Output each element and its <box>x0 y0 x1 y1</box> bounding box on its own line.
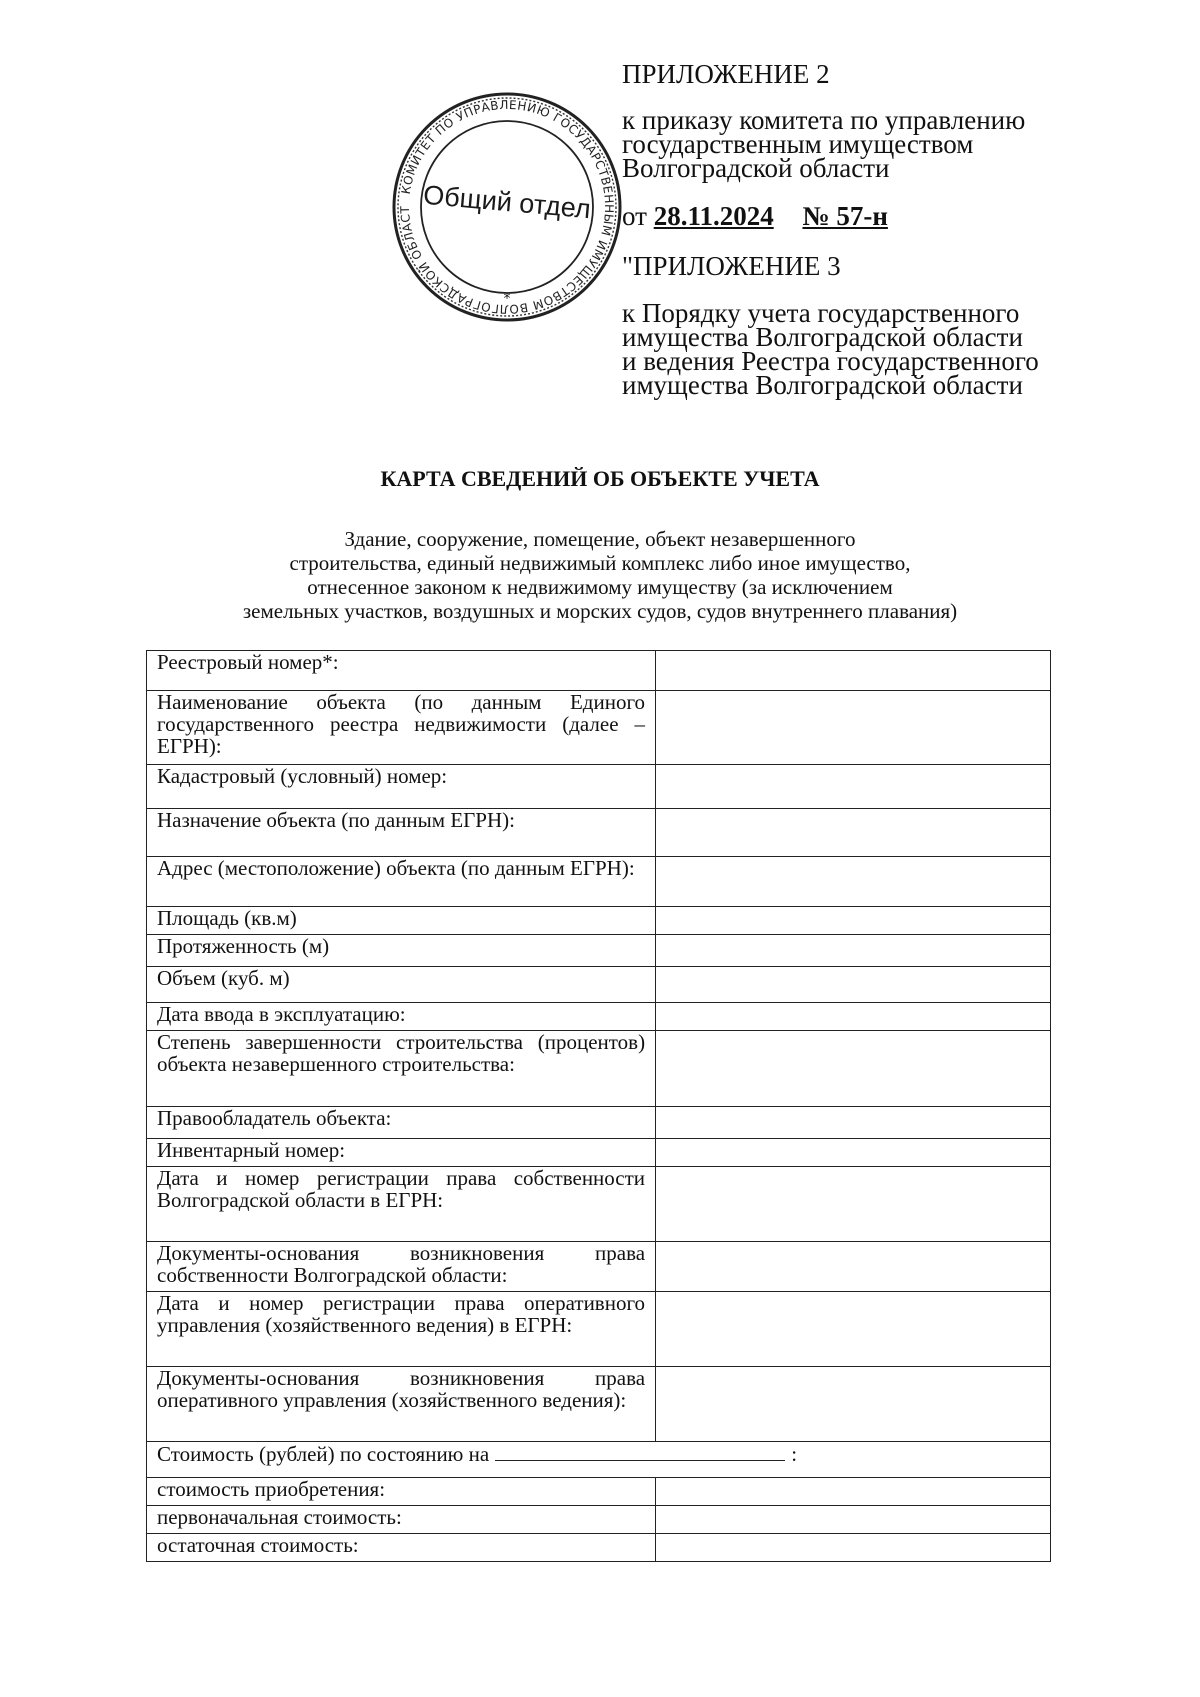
table-row <box>147 1167 1051 1242</box>
field-label: Реестровый номер*: <box>147 651 656 691</box>
table-row <box>147 1292 1051 1367</box>
cost-label: остаточная стоимость: <box>147 1534 656 1562</box>
table-row <box>147 1003 1051 1031</box>
subtitle-line: отнесенное законом к недвижимому имуществу (за исключением <box>307 575 893 599</box>
field-value-cell[interactable] <box>656 1003 1051 1031</box>
subtitle-line: земельных участков, воздушных и морских судов, судов внутреннего плавания) <box>242 599 958 623</box>
field-label: Кадастровый (условный) номер: <box>147 765 656 809</box>
stamp-label: Общий отдел <box>422 179 592 225</box>
field-label: Инвентарный номер: <box>147 1139 656 1167</box>
field-value-cell[interactable] <box>656 809 1051 857</box>
document-title: КАРТА СВЕДЕНИЙ ОБ ОБЪЕКТЕ УЧЕТА <box>380 466 820 491</box>
appendix-2-title: ПРИЛОЖЕНИЕ 2 <box>622 59 830 89</box>
field-label: Протяженность (м) <box>147 935 656 967</box>
field-label: Документы-основания возникновения права собственности Волгоградской области: <box>147 1242 656 1292</box>
cost-header-cell <box>147 1442 1051 1478</box>
field-label: Объем (куб. м) <box>147 967 656 1003</box>
field-label: Правообладатель объекта: <box>147 1107 656 1139</box>
cost-value-cell[interactable] <box>656 1506 1051 1534</box>
cost-value-cell[interactable] <box>656 1534 1051 1562</box>
table-row <box>147 651 1051 691</box>
table-row <box>147 1031 1051 1107</box>
date-prefix: от <box>622 201 647 231</box>
field-value-cell[interactable] <box>656 691 1051 765</box>
order-line: к приказу комитета по управлению <box>622 105 1026 135</box>
field-value-cell[interactable] <box>656 1367 1051 1442</box>
order-number: № 57-н <box>802 201 888 231</box>
cost-value-cell[interactable] <box>656 1478 1051 1506</box>
table-row <box>147 907 1051 935</box>
field-label: Площадь (кв.м) <box>147 907 656 935</box>
field-value-cell[interactable] <box>656 1031 1051 1107</box>
field-label: Адрес (местоположение) объекта (по данным ЕГРН): <box>147 857 656 907</box>
table-row <box>147 809 1051 857</box>
round-stamp <box>391 91 623 323</box>
table-row <box>147 765 1051 809</box>
field-label: Документы-основания возникновения права оперативного управления (хозяйственного ведения): <box>147 1367 656 1442</box>
field-value-cell[interactable] <box>656 765 1051 809</box>
field-value-cell[interactable] <box>656 651 1051 691</box>
svg-text:КОМИТЕТ ПО УПРАВЛЕНИЮ ГОСУДАРС: КОМИТЕТ ПО УПРАВЛЕНИЮ ГОСУДАРСТВЕННЫМ ИМУЩЕСТВОМ ВОЛГОГРАДСКОЙ ОБЛАСТ <box>397 97 617 317</box>
field-value-cell[interactable] <box>656 1242 1051 1292</box>
field-label: Степень завершенности строительства (процентов) объекта незавершенного строительства: <box>147 1031 656 1107</box>
table-row <box>147 1367 1051 1442</box>
table-row <box>147 1107 1051 1139</box>
field-label: Дата и номер регистрации права оперативного управления (хозяйственного ведения) в ЕГРН: <box>147 1292 656 1367</box>
document-subtitle <box>150 527 1050 623</box>
cost-row <box>147 1534 1051 1562</box>
record-card-table <box>146 650 1051 1562</box>
procedure-reference <box>622 298 1092 400</box>
table-row <box>147 691 1051 765</box>
cost-row <box>147 1478 1051 1506</box>
field-label: Назначение объекта (по данным ЕГРН): <box>147 809 656 857</box>
header-block <box>622 59 1092 400</box>
table-row <box>147 1139 1051 1167</box>
procedure-line: имущества Волгоградской области <box>622 370 1023 400</box>
svg-text:*: * <box>503 291 511 307</box>
field-label: Дата ввода в эксплуатацию: <box>147 1003 656 1031</box>
field-value-cell[interactable] <box>656 1292 1051 1367</box>
subtitle-line: Здание, сооружение, помещение, объект незавершенного <box>344 527 856 551</box>
table-row <box>147 1242 1051 1292</box>
order-reference <box>622 105 1092 183</box>
cost-label: стоимость приобретения: <box>147 1478 656 1506</box>
procedure-line: имущества Волгоградской области <box>622 322 1023 352</box>
table-row <box>147 857 1051 907</box>
field-label: Дата и номер регистрации права собственности Волгоградской области в ЕГРН: <box>147 1167 656 1242</box>
cost-suffix: : <box>791 1442 798 1466</box>
field-value-cell[interactable] <box>656 907 1051 935</box>
table-row <box>147 935 1051 967</box>
cost-label: первоначальная стоимость: <box>147 1506 656 1534</box>
appendix-3-title: "ПРИЛОЖЕНИЕ 3 <box>622 251 841 281</box>
procedure-line: и ведения Реестра государственного <box>622 346 1039 376</box>
order-line: государственным имуществом <box>622 129 974 159</box>
order-date: 28.11.2024 <box>653 201 774 231</box>
cost-row <box>147 1506 1051 1534</box>
cost-label: Стоимость (рублей) по состоянию на <box>157 1442 490 1466</box>
subtitle-line: строительства, единый недвижимый комплекс либо иное имущество, <box>289 551 911 575</box>
field-value-cell[interactable] <box>656 857 1051 907</box>
field-value-cell[interactable] <box>656 1139 1051 1167</box>
field-value-cell[interactable] <box>656 967 1051 1003</box>
order-line: Волгоградской области <box>622 153 890 183</box>
table-row <box>147 967 1051 1003</box>
field-value-cell[interactable] <box>656 1107 1051 1139</box>
field-value-cell[interactable] <box>656 935 1051 967</box>
field-value-cell[interactable] <box>656 1167 1051 1242</box>
procedure-line: к Порядку учета государственного <box>622 298 1020 328</box>
cost-date-blank[interactable] <box>495 1442 785 1461</box>
order-date-line <box>622 201 1092 231</box>
field-label: Наименование объекта (по данным Единого государственного реестра недвижимости (далее – ЕГРН): <box>147 691 656 765</box>
cost-header-row <box>147 1442 1051 1478</box>
